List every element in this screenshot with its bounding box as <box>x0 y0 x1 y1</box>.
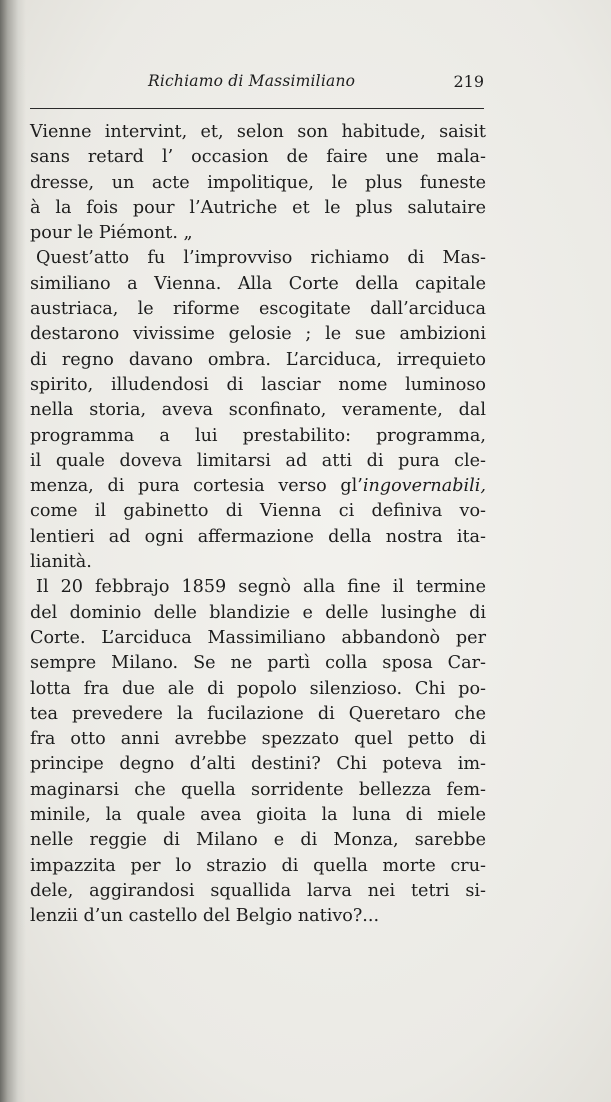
text-line: di regno davano ombra. L’arciduca, irrequieto <box>30 349 486 370</box>
text-line: spirito, illudendosi di lasciar nome luminoso <box>30 374 486 395</box>
header-rule <box>30 108 484 109</box>
text-line: lianità. <box>30 552 92 573</box>
text-line: Il 20 febbrajo 1859 segnò alla fine il termine <box>36 577 486 598</box>
running-head-title: Richiamo di Massimiliano <box>148 72 356 90</box>
text-line: pour le Piémont. „ <box>30 223 193 244</box>
text-line: fra otto anni avrebbe spezzato quel petto di <box>30 729 486 750</box>
page-number: 219 <box>453 72 484 91</box>
text-line: tea prevedere la fucilazione di Queretaro che <box>30 703 486 724</box>
text-line: principe degno d’alti destini? Chi poteva im- <box>30 754 486 775</box>
text-line: il quale doveva limitarsi ad atti di pura cle- <box>30 450 486 471</box>
text-line: minile, la quale avea gioita la luna di miele <box>30 805 486 826</box>
text-line: Corte. L’arciduca Massimiliano abbandonò per <box>30 627 486 648</box>
text-line: dele, aggirandosi squallida larva nei tetri si- <box>30 880 486 901</box>
text-line: nella storia, aveva sconfinato, veramente, dal <box>30 400 486 421</box>
text-line: austriaca, le riforme escogitate dall’arciduca <box>30 299 486 320</box>
text-line: impazzita per lo strazio di quella morte cru- <box>30 855 486 876</box>
text-line: come il gabinetto di Vienna ci definiva vo- <box>30 501 486 522</box>
text-line: Quest’atto fu l’improvviso richiamo di Mas- <box>36 248 486 269</box>
text-line: dresse, un acte impolitique, le plus funeste <box>30 172 486 193</box>
text-line: menza, di pura cortesia verso gl’ingovernabili, <box>30 476 486 497</box>
text-line: lentieri ad ogni affermazione della nostra ita- <box>30 526 486 547</box>
running-head <box>30 72 484 96</box>
text-line: nelle reggie di Milano e di Monza, sarebbe <box>30 830 486 851</box>
text-line: similiano a Vienna. Alla Corte della capitale <box>30 273 486 294</box>
text-line: sans retard l’ occasion de faire une mala- <box>30 147 486 168</box>
text-line: à la fois pour l’Autriche et le plus salutaire <box>30 197 486 218</box>
text-line: programma a lui prestabilito: programma, <box>30 425 486 446</box>
text-line: del dominio delle blandizie e delle lusinghe di <box>30 602 486 623</box>
text-line: Vienne intervint, et, selon son habitude, saisit <box>30 122 486 142</box>
spine-shadow <box>0 0 26 1102</box>
italic-word: ingovernabili, <box>362 476 486 497</box>
text-line: destarono vivissime gelosie ; le sue ambizioni <box>30 324 486 345</box>
text-line: sempre Milano. Se ne partì colla sposa Car- <box>30 653 486 674</box>
body-text <box>30 120 486 930</box>
text-line: lenzii d’un castello del Belgio nativo?... <box>30 906 380 927</box>
text-line: lotta fra due ale di popolo silenzioso. Chi po- <box>30 678 486 699</box>
text-line: maginarsi che quella sorridente bellezza fem- <box>30 779 486 800</box>
